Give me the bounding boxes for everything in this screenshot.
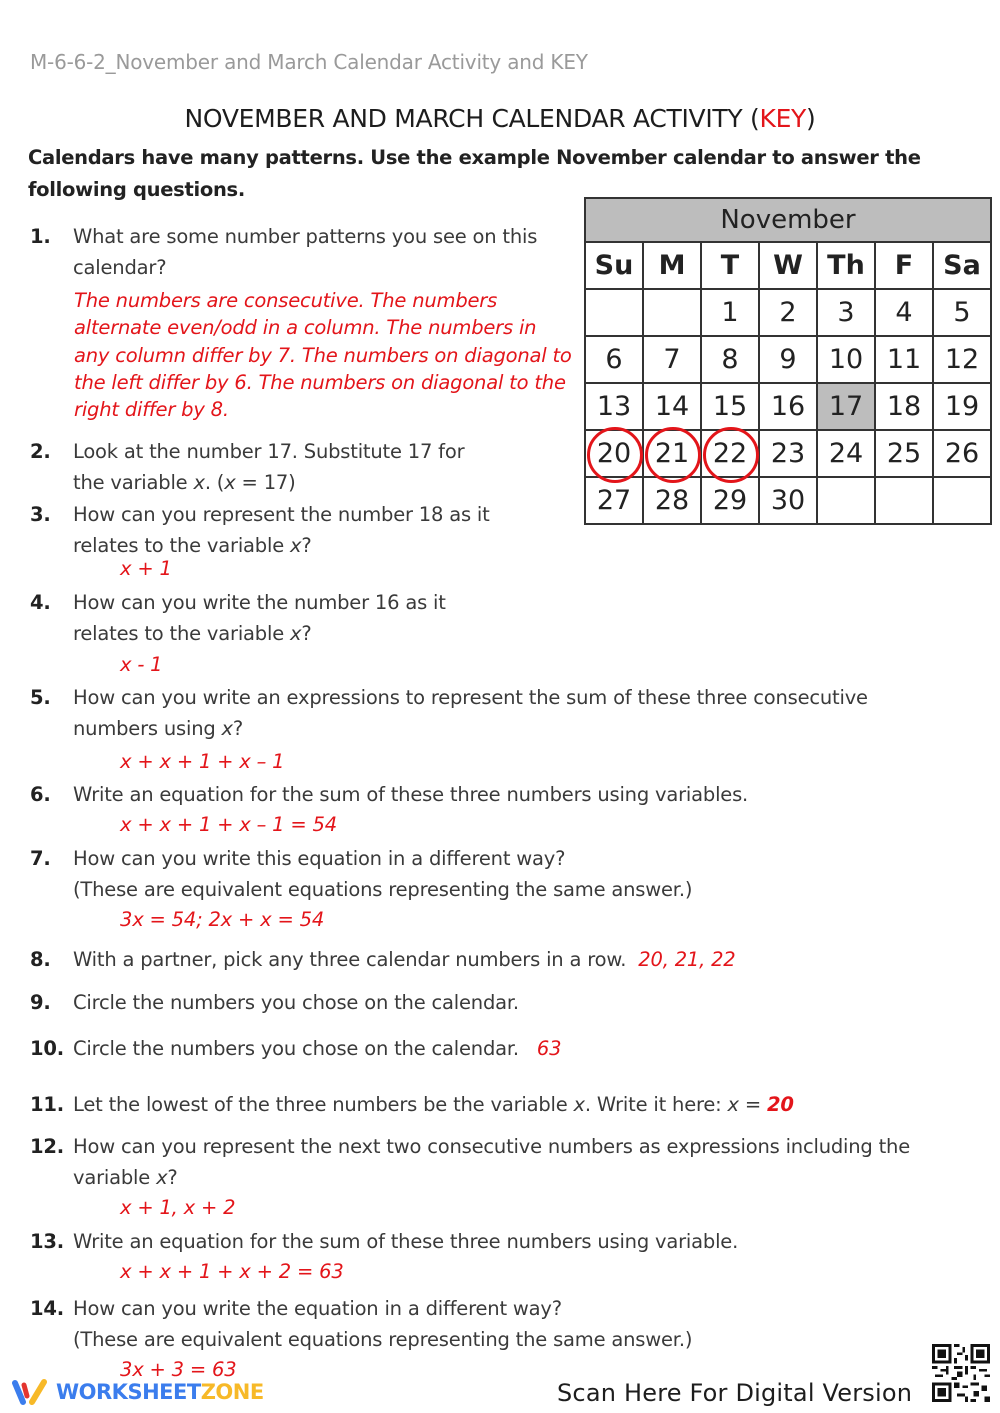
calendar-month-header: November	[586, 199, 990, 243]
calendar-day: 16	[760, 384, 818, 429]
question-text-line: How can you write an expressions to represent the sum of these three consecutive	[73, 686, 868, 709]
question-text-line: How can you represent the number 18 as it	[73, 503, 490, 526]
question-3	[30, 499, 570, 561]
variable: x	[193, 471, 205, 494]
question-text-part: =	[738, 1093, 768, 1116]
calendar-day: 23	[760, 431, 818, 476]
question-number: 10.	[30, 1037, 64, 1060]
question-number: 5.	[30, 686, 51, 709]
question-text	[73, 1131, 980, 1193]
question-text-line: variable	[73, 1166, 157, 1189]
question-text: Write an equation for the sum of these three numbers using variable.	[73, 1230, 739, 1253]
question-text-part: ?	[232, 717, 244, 740]
calendar-day: 3	[818, 290, 876, 335]
calendar-day: 19	[944, 391, 980, 422]
calendar-day	[586, 290, 644, 335]
calendar-week-4	[586, 431, 990, 478]
answer-6: x + x + 1 + x – 1 = 54	[120, 813, 337, 836]
calendar-day	[818, 478, 876, 523]
weekday-m: M	[644, 243, 702, 288]
question-text-line: How can you write the equation in a different way?	[73, 1297, 562, 1320]
calendar-day-circled: 22	[702, 431, 760, 476]
answer-13: x + x + 1 + x + 2 = 63	[120, 1260, 344, 1283]
calendar-day: 27	[586, 478, 644, 523]
question-text-part: . (	[204, 471, 225, 494]
weekday-w: W	[760, 243, 818, 288]
question-6	[30, 779, 970, 810]
calendar-day: 24	[818, 431, 876, 476]
question-text	[73, 682, 970, 744]
calendar-day: 11	[876, 337, 934, 382]
question-text-line: How can you write this equation in a different way?	[73, 847, 566, 870]
answer-12: x + 1, x + 2	[120, 1196, 236, 1219]
question-text-line: How can you represent the next two consecutive numbers as expressions including the	[73, 1135, 910, 1158]
calendar-day: 7	[644, 337, 702, 382]
question-number: 1.	[30, 225, 51, 248]
calendar-day: 6	[586, 337, 644, 382]
instructions: Calendars have many patterns. Use the example November calendar to answer the following questions.	[28, 146, 921, 201]
calendar-day: 10	[818, 337, 876, 382]
question-text	[73, 436, 570, 498]
variable: x	[573, 1093, 585, 1116]
question-8	[30, 944, 970, 975]
variable: x	[156, 1166, 168, 1189]
answer-14: 3x + 3 = 63	[120, 1358, 237, 1381]
question-number: 7.	[30, 847, 51, 870]
answer-8: 20, 21, 22	[638, 948, 736, 971]
calendar-day: 15	[702, 384, 760, 429]
question-number: 8.	[30, 948, 51, 971]
weekday-sa: Sa	[943, 250, 981, 281]
question-5	[30, 682, 970, 744]
weekday-su: Su	[586, 243, 644, 288]
question-text: Circle the numbers you chose on the calendar.	[73, 991, 519, 1014]
question-text	[73, 944, 970, 975]
scan-digital-version-text: Scan Here For Digital Version	[557, 1379, 913, 1407]
question-text-line: relates to the variable	[73, 534, 290, 557]
calendar-day-highlighted: 17	[818, 384, 876, 429]
answer-10: 63	[536, 1037, 562, 1060]
calendar-day: 14	[644, 384, 702, 429]
variable: x	[290, 622, 302, 645]
question-number: 3.	[30, 503, 51, 526]
logo-word-zone: ZONE	[200, 1380, 264, 1404]
worksheetzone-logo[interactable]	[10, 1377, 264, 1407]
question-text	[73, 499, 570, 561]
variable: x	[221, 717, 233, 740]
calendar-day: 18	[876, 384, 934, 429]
weekday-th: Th	[818, 243, 876, 288]
question-text-part: ?	[301, 622, 312, 645]
answer-3: x + 1	[120, 557, 172, 580]
question-number: 12.	[30, 1135, 64, 1158]
calendar-weekday-row	[586, 243, 990, 290]
question-7	[30, 843, 970, 905]
question-11	[30, 1089, 970, 1120]
calendar-day-circled: 21	[644, 431, 702, 476]
question-10	[30, 1033, 970, 1064]
variable: x	[224, 471, 236, 494]
answer-5: x + x + 1 + x – 1	[120, 750, 285, 773]
question-4	[30, 587, 570, 649]
logo-word-worksheet: WORKSHEET	[56, 1380, 201, 1404]
variable: x	[727, 1093, 739, 1116]
question-1	[30, 221, 570, 283]
calendar-day: 12	[944, 344, 980, 375]
question-number: 11.	[30, 1093, 64, 1116]
question-text-part: . Write it here:	[584, 1093, 728, 1116]
calendar-day: 9	[760, 337, 818, 382]
document-id: M-6-6-2_November and March Calendar Activity and KEY	[30, 50, 588, 74]
question-number: 4.	[30, 591, 51, 614]
answer-7: 3x = 54; 2x + x = 54	[120, 908, 325, 931]
calendar-day: 1	[702, 290, 760, 335]
logo-w-icon	[10, 1377, 50, 1407]
question-text-line: Look at the number 17. Substitute 17 for	[73, 440, 465, 463]
question-text	[73, 1033, 970, 1064]
question-12	[30, 1131, 980, 1193]
calendar-day: 28	[644, 478, 702, 523]
question-text-part: With a partner, pick any three calendar numbers in a row.	[73, 948, 627, 971]
answer-1: The numbers are consecutive. The numbers alternate even/odd in a column. The numbers in any column differ by 7. The numbers on diagonal to the left differ by 6. The numbers on diagonal to the right differ by 8.	[74, 289, 572, 422]
question-text: Write an equation for the sum of these three numbers using variables.	[73, 783, 749, 806]
calendar-day	[876, 478, 934, 523]
question-text-line: (These are equivalent equations representing the same answer.)	[73, 878, 693, 901]
question-text-line: the variable	[73, 471, 194, 494]
calendar-week-5	[586, 478, 990, 523]
title-close-paren: )	[806, 104, 816, 133]
question-text-line: relates to the variable	[73, 622, 290, 645]
weekday-t: T	[702, 243, 760, 288]
question-text-part: Circle the numbers you chose on the calendar.	[73, 1037, 519, 1060]
question-text-part: ?	[167, 1166, 178, 1189]
calendar-day: 8	[702, 337, 760, 382]
calendar-week-1	[586, 290, 990, 337]
question-text	[73, 587, 570, 649]
calendar-day: 4	[876, 290, 934, 335]
question-number: 2.	[30, 440, 51, 463]
question-number: 14.	[30, 1297, 64, 1320]
question-number: 9.	[30, 991, 51, 1014]
calendar-day: 30	[760, 478, 818, 523]
question-text	[73, 1293, 970, 1355]
question-text: What are some number patterns you see on this calendar?	[73, 225, 538, 279]
answer-4: x - 1	[120, 653, 163, 676]
page-title	[0, 104, 1000, 133]
calendar-day: 26	[944, 438, 980, 469]
qr-code-icon[interactable]	[932, 1344, 990, 1402]
calendar-day: 25	[876, 431, 934, 476]
question-text-line: (These are equivalent equations representing the same answer.)	[73, 1328, 693, 1351]
calendar-day: 13	[586, 384, 644, 429]
answer-11: 20	[767, 1093, 794, 1116]
question-13	[30, 1226, 970, 1257]
question-number: 13.	[30, 1230, 64, 1253]
calendar-day	[644, 290, 702, 335]
question-number: 6.	[30, 783, 51, 806]
calendar-week-3	[586, 384, 990, 431]
calendar-week-2	[586, 337, 990, 384]
calendar-day-circled: 20	[586, 431, 644, 476]
question-text-part: ?	[301, 534, 312, 557]
calendar-day: 29	[702, 478, 760, 523]
title-main: NOVEMBER AND MARCH CALENDAR ACTIVITY (	[184, 104, 760, 133]
calendar-day	[934, 478, 990, 523]
november-calendar	[584, 197, 992, 525]
question-9	[30, 987, 970, 1018]
title-key-label: KEY	[759, 104, 807, 133]
question-text	[73, 843, 970, 905]
question-text	[73, 1089, 970, 1120]
question-text-part: Let the lowest of the three numbers be the variable	[73, 1093, 574, 1116]
question-text-line: numbers using	[73, 717, 222, 740]
question-2	[30, 436, 570, 498]
calendar-day: 5	[953, 297, 971, 328]
question-text-line: How can you write the number 16 as it	[73, 591, 446, 614]
calendar-day: 2	[760, 290, 818, 335]
logo-text	[56, 1380, 264, 1404]
question-text-part: = 17)	[235, 471, 296, 494]
variable: x	[290, 534, 302, 557]
weekday-f: F	[876, 243, 934, 288]
question-14	[30, 1293, 970, 1355]
